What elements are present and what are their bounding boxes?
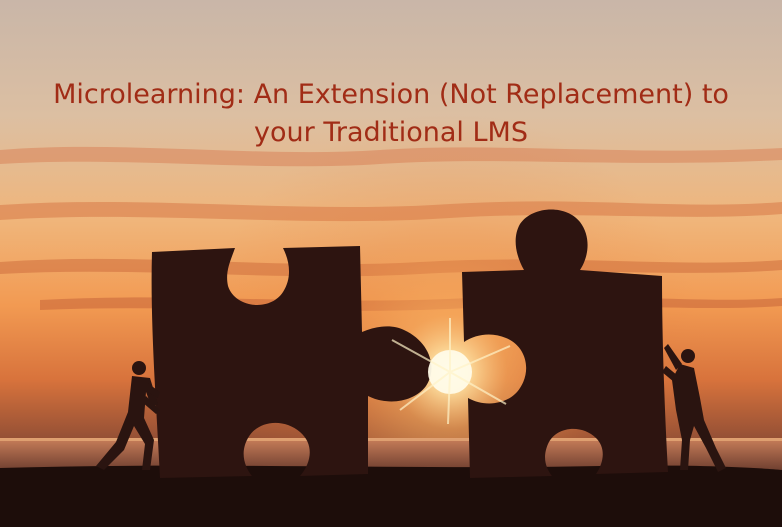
page-title — [0, 76, 782, 152]
title-line-2: your Traditional LMS — [254, 117, 528, 148]
title-line-1: Microlearning: An Extension (Not Replacement) to — [53, 79, 729, 110]
ground — [0, 465, 782, 527]
